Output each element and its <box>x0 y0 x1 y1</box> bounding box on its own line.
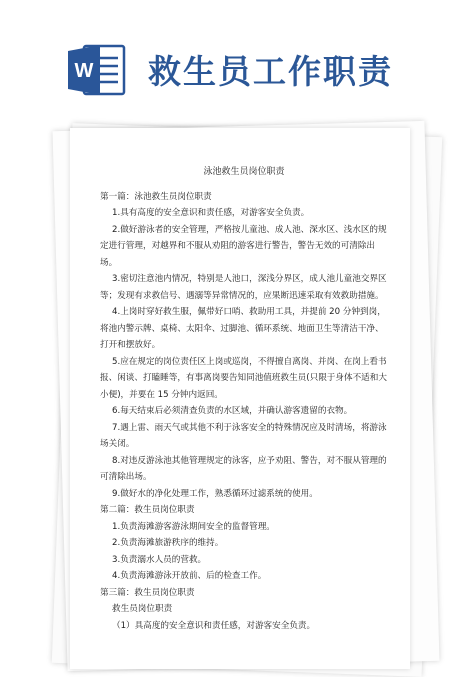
list-item: 6.每天结束后必须清查负责的水区域，并确认游客遗留的衣物。 <box>112 406 353 416</box>
section-2 <box>100 502 388 585</box>
list-item: 3.密切注意池内情况，特别是人池口，深浅分界区，成人池儿童池交界区等；发现有求救信号、遇溺等异常情况的，应果断迅速采取有效救助措施。 <box>100 274 387 301</box>
list-item: 1.具有高度的安全意识和责任感，对游客安全负责。 <box>112 208 310 218</box>
list-item: 2.做好游泳者的安全管理，严格按儿童池、成人池、深水区、浅水区的规定进行管理，对越界和不服从劝阻的游客进行警告，警告无效的可清除出场。 <box>100 224 387 268</box>
list-item: 4.上岗时穿好救生服，佩带好口哨、救助用工具，并提前 20 分钟到岗，将池内警示牌、桌椅、太阳伞、过脚池、循环系统、地面卫生等清洁干净、打开和摆放好。 <box>100 307 386 350</box>
list-item: 8.对违反游泳池其他管理规定的泳客，应予劝阻、警告，对不服从管理的可清除出场。 <box>100 455 387 482</box>
word-document-icon <box>66 42 128 98</box>
section-heading: 第一篇：泳池救生员岗位职责 <box>100 191 212 202</box>
document-page <box>70 128 410 669</box>
document-title: 泳池救生员岗位职责 <box>203 167 285 177</box>
list-item: 5.应在规定的岗位责任区上岗或巡岗，不得擅自离岗、并岗、在岗上看书报、闲谈、打瞌睡等，有事离岗要告知同池值班救生员(只限于身体不适和大小便)，并要在 15 分钟内返回。 <box>100 356 387 400</box>
section-1 <box>100 189 388 503</box>
section-heading: 第二篇：救生员岗位职责 <box>100 505 195 515</box>
section-3 <box>100 585 388 635</box>
header <box>0 0 474 120</box>
list-item: 1.负责海滩游客游泳期间安全的监督管理。 <box>112 521 275 532</box>
page-title: 救生员工作职责 <box>148 52 393 91</box>
list-item: 9.做好水的净化处理工作，熟悉循环过滤系统的使用。 <box>112 488 318 499</box>
list-item: 3.负责溺水人员的营救。 <box>112 554 207 565</box>
section-heading: 第三篇：救生员岗位职责 <box>100 587 195 598</box>
list-item: 2.负责海滩旅游秩序的维持。 <box>112 538 224 548</box>
logo-letter: W <box>74 60 94 82</box>
list-item: 4.负责海滩游泳开放前、后的检查工作。 <box>112 571 267 581</box>
list-item: （1）具高度的安全意识和责任感，对游客安全负责。 <box>112 620 316 631</box>
section-subheading: 救生员岗位职责 <box>112 604 173 614</box>
list-item: 7.遇上雷、雨天气或其他不利于泳客安全的特殊情况应及时清场，将游泳场关闭。 <box>100 422 387 449</box>
